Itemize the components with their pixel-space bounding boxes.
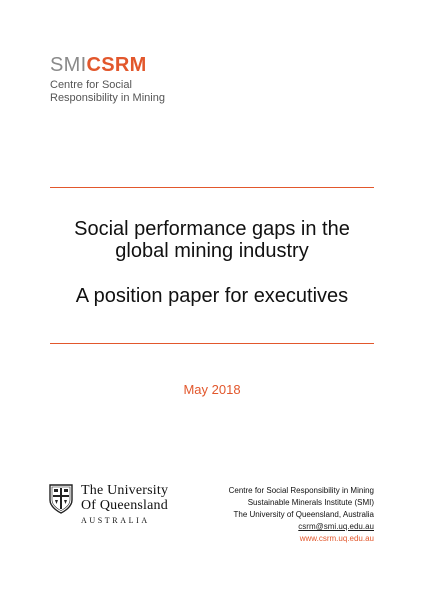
uq-crest-icon	[48, 483, 74, 515]
publication-date: May 2018	[183, 382, 241, 397]
contact-website-link[interactable]: www.csrm.uq.edu.au	[299, 534, 374, 543]
contact-institute: Sustainable Minerals Institute (SMI)	[247, 498, 374, 507]
logo-subtitle	[50, 79, 165, 105]
top-divider	[50, 187, 374, 188]
logo-csrm-text: CSRM	[86, 54, 147, 76]
uq-name-line1: The University	[81, 483, 169, 498]
contact-centre-name: Centre for Social Responsibility in Mining	[228, 486, 374, 495]
logo-subtitle-line1: Centre for Social	[50, 79, 132, 91]
logo-wordmark	[50, 54, 165, 76]
logo-smi-text: SMI	[50, 54, 87, 76]
bottom-divider	[50, 343, 374, 344]
uq-logo	[48, 483, 168, 525]
contact-email-link[interactable]: csrm@smi.uq.edu.au	[298, 522, 374, 531]
uq-country: AUSTRALIA	[81, 516, 150, 525]
contact-university: The University of Queensland, Australia	[233, 510, 374, 519]
logo-subtitle-line2: Responsibility in Mining	[50, 92, 165, 104]
subtitle: A position paper for executives	[75, 285, 349, 307]
title-line2: global mining industry	[115, 240, 309, 262]
uq-wordmark	[81, 483, 168, 525]
uq-name-line2: Of Queensland	[81, 498, 168, 513]
document-title	[20, 218, 404, 307]
title-line1: Social performance gaps in the	[74, 218, 350, 240]
contact-details	[229, 485, 374, 545]
csrm-logo	[50, 54, 165, 105]
